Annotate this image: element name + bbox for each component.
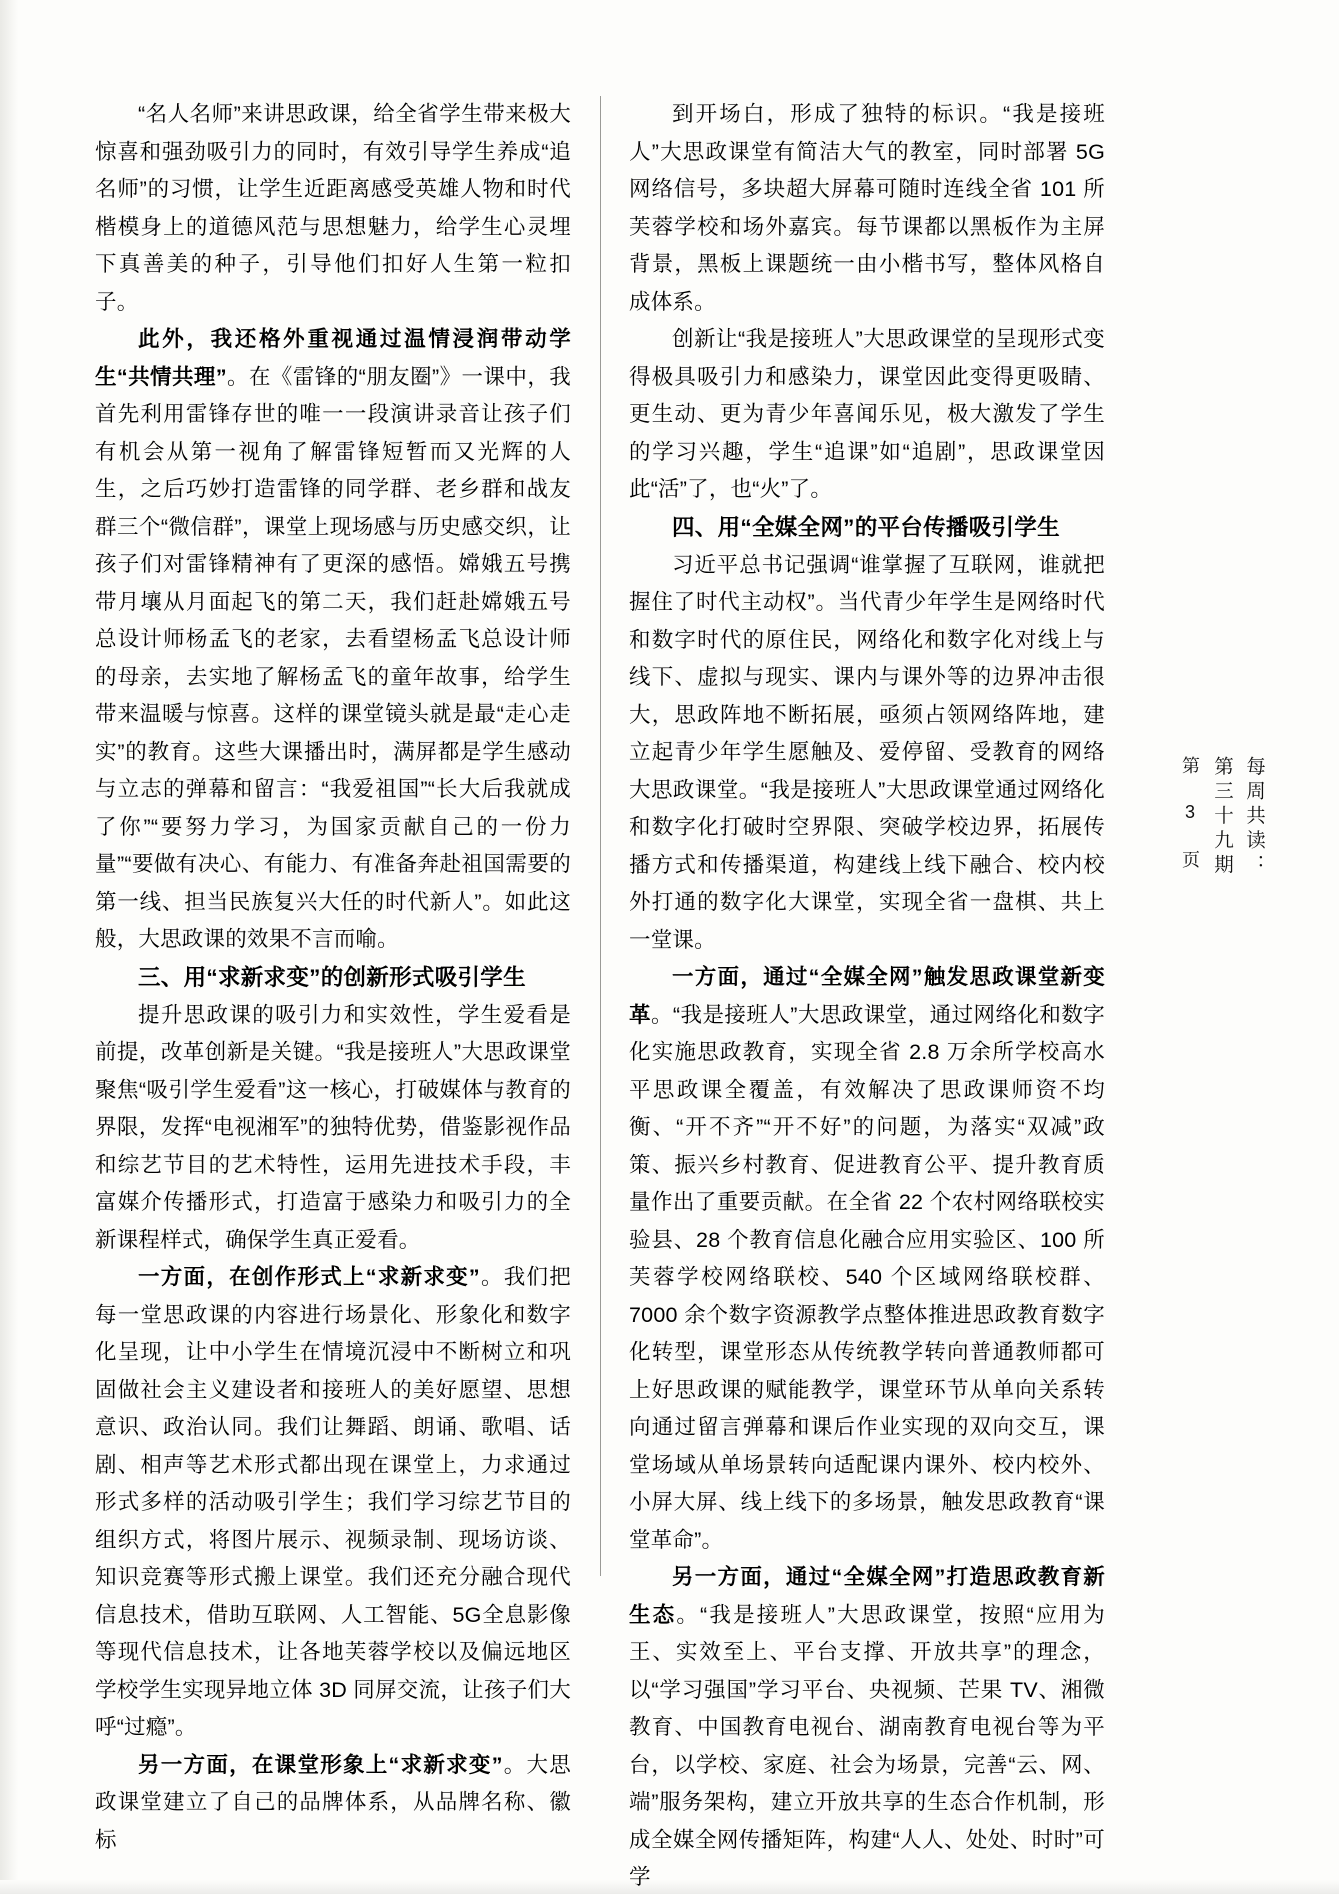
paragraph-text: 。“我是接班人”大思政课堂，通过网络化和数字化实施思政教育，实现全省 2.8 万余所学校高水平思政课全覆盖，有效解决了思政课师资不均衡、“开不齐”“开不好”的问题，为落实“双减”政策、振兴乡村教育、促进教育公平、提升教育质量作出了重要贡献。在全省 22 个农村网络联校实验县、28 个教育信息化融合应用实验区、100 所芙蓉学校网络联校、540 个区域网络联校群、7000 余个数字资源教学点整体推进思政教育数字化转型，课堂形态从传统教学转向普通教师都可上好思政课的赋能教学，课堂环节从单向关系转向通过留言弹幕和课后作业实现的双向交互，课堂场域从单场景转向适配课内课外、校内校外、小屏大屏、线上线下的多场景，触发思政教育“课堂革命”。 [629, 1002, 1105, 1552]
paragraph: 到开场白，形成了独特的标识。“我是接班人”大思政课堂有简洁大气的教室，同时部署 5G 网络信号，多块超大屏幕可随时连线全省 101 所芙蓉学校和场外嘉宾。每节课都以黑板作为主屏背景，黑板上课题统一由小楷书写，整体风格自成体系。 [629, 102, 1105, 314]
paragraph-lead: 一方面，在创作形式上“求新求变” [138, 1265, 480, 1289]
scan-edge-left [0, 0, 18, 1894]
right-column [629, 96, 1105, 1897]
paragraph-lead: 一方面，通过“全媒全网”触发思政课堂新变革 [629, 965, 1105, 1027]
section-heading: 四、用“全媒全网”的平台传播吸引学生 [672, 514, 1060, 540]
side-note-label: 每周共读： [1243, 756, 1265, 879]
paragraph: “名人名师”来讲思政课，给全省学生带来极大惊喜和强劲吸引力的同时，有效引导学生养成“追名师”的习惯，让学生近距离感受英雄人物和时代楷模身上的道德风范与思想魅力，给学生心灵埋下真善美的种子，引导他们扣好人生第一粒扣子。 [95, 102, 571, 314]
paragraph: 创新让“我是接班人”大思政课堂的呈现形式变得极具吸引力和感染力，课堂因此变得更吸睛、更生动、更为青少年喜闻乐见，极大激发了学生的学习兴趣，学生“追课”如“追剧”，思政课堂因此“活”了，也“火”了。 [629, 327, 1105, 501]
paragraph-text: 。大思政课堂建立了自己的品牌体系，从品牌名称、徽标 [95, 1752, 571, 1852]
paragraph [629, 959, 1105, 1559]
paragraph-text: 。我们把每一堂思政课的内容进行场景化、形象化和数字化呈现，让中小学生在情境沉浸中不断树立和巩固做社会主义建设者和接班人的美好愿望、思想意识、政治认同。我们让舞蹈、朗诵、歌唱、话剧、相声等艺术形式都出现在课堂上，力求通过形式多样的活动吸引学生；我们学习综艺节目的组织方式，将图片展示、视频录制、现场访谈、知识竞赛等形式搬上课堂。我们还充分融合现代信息技术，借助互联网、人工智能、5G全息影像等现代信息技术，让各地芙蓉学校以及偏远地区学校学生实现异地立体 3D 同屏交流，让孩子们大呼“过瘾”。 [95, 1265, 571, 1739]
page-side-note [1171, 756, 1267, 1546]
page-content [95, 96, 1265, 1889]
paragraph-lead: 此外，我还格外重视通过温情浸润带动学生“共情共理” [95, 327, 571, 389]
section-heading: 三、用“求新求变”的创新形式吸引学生 [138, 964, 526, 990]
left-column [95, 96, 571, 1897]
side-note-issue: 第三十九期 [1211, 756, 1233, 879]
paragraph-lead: 另一方面，在课堂形象上“求新求变” [138, 1752, 503, 1777]
paragraph [95, 321, 571, 959]
paragraph-text: 。在《雷锋的“朋友圈”》一课中，我首先利用雷锋存世的唯一一段演讲录音让孩子们有机会从第一视角了解雷锋短暂而又光辉的人生，之后巧妙打造雷锋的同学群、老乡群和战友群三个“微信群”，课堂上现场感与历史感交织，让孩子们对雷锋精神有了更深的感悟。嫦娥五号携带月壤从月面起飞的第二天，我们赶赴嫦娥五号总设计师杨孟飞的老家，去看望杨孟飞总设计师的母亲，去实地了解杨孟飞的童年故事，给学生带来温暖与惊喜。这样的课堂镜头就是最“走心走实”的教育。这些大课播出时，满屏都是学生感动与立志的弹幕和留言：“我爱祖国”“长大后我就成了你”“要努力学习，为国家贡献自己的一份力量”“要做有决心、有能力、有准备奔赴祖国需要的第一线、担当民族复兴大任的时代新人”。如此这般，大思政课的效果不言而喻。 [95, 364, 571, 951]
two-column-body [95, 96, 1105, 1897]
paragraph [95, 1259, 571, 1747]
paragraph [629, 1559, 1105, 1897]
paragraph [95, 1747, 571, 1860]
side-note-page: 第 3 页 [1180, 756, 1200, 872]
paragraph: 提升思政课的吸引力和实效性，学生爱看是前提，改革创新是关键。“我是接班人”大思政课堂聚焦“吸引学生爱看”这一核心，打破媒体与教育的界限，发挥“电视湘军”的独特优势，借鉴影视作品和综艺节目的艺术特性，运用先进技术手段，丰富媒介传播形式，打造富于感染力和吸引力的全新课程样式，确保学生真正爱看。 [95, 1002, 571, 1252]
paragraph-lead: 另一方面，通过“全媒全网”打造思政教育新生态 [629, 1565, 1105, 1627]
paragraph-text: 。“我是接班人”大思政课堂，按照“应用为王、实效至上、平台支撑、开放共享”的理念，以“学习强国”学习平台、央视频、芒果 TV、湘微教育、中国教育电视台、湖南教育电视台等为平台，以学校、家庭、社会为场景，完善“云、网、端”服务架构，建立开放共享的生态合作机制，形成全媒全网传播矩阵，构建“人人、处处、时时”可学 [629, 1602, 1106, 1889]
paragraph: 习近平总书记强调“谁掌握了互联网，谁就把握住了时代主动权”。当代青少年学生是网络时代和数字时代的原住民，网络化和数字化对线上与线下、虚拟与现实、课内与课外等的边界冲击很大，思政阵地不断拓展，亟须占领网络阵地，建立起青少年学生愿触及、爱停留、受教育的网络大思政课堂。“我是接班人”大思政课堂通过网络化和数字化打破时空界限、突破学校边界，拓展传播方式和传播渠道，构建线上线下融合、校内校外打通的数字化大课堂，实现全省一盘棋、共上一堂课。 [629, 552, 1105, 952]
